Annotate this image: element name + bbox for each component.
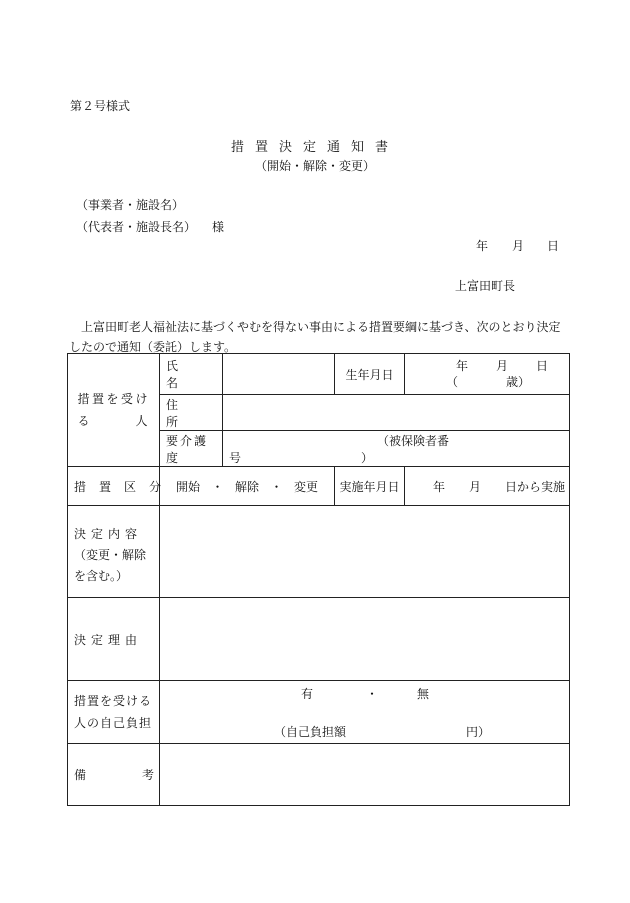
burden-field[interactable] — [160, 681, 570, 744]
burden-label-line2: 人の自己負担 — [74, 716, 153, 730]
burden-label-line1: 措置を受ける — [74, 694, 153, 708]
remarks-label: 備考 — [74, 768, 154, 782]
impl-date-field[interactable]: 年 月 日から実施 — [405, 467, 570, 506]
name-label: 氏名 — [166, 359, 201, 390]
decision-note: （変更・解除を含む。） — [74, 548, 147, 583]
addressee-business: （事業者・施設名） — [76, 198, 185, 212]
dob-age: （ 歳） — [446, 375, 531, 389]
person-label-cell — [68, 354, 160, 467]
care-level-field[interactable] — [223, 431, 570, 467]
addressee-representative: （代表者・施設長名） — [76, 220, 197, 234]
category-start[interactable]: 開始 — [176, 479, 201, 494]
category-cancel[interactable]: 解除 — [234, 479, 259, 494]
category-sep-1: ・ — [211, 479, 224, 494]
person-label: 措置を受ける人 — [77, 392, 150, 428]
category-sep-2: ・ — [270, 479, 283, 494]
document-title: 措置決定通知書 — [230, 140, 399, 155]
category-options[interactable] — [160, 467, 335, 506]
burden-no[interactable]: 無 — [417, 687, 430, 701]
date-year: 年 — [476, 239, 489, 253]
document-subtitle: （開始・解除・変更） — [254, 159, 375, 173]
remarks-label-wrap — [74, 766, 154, 783]
insured-number: （被保険者番号 ） — [229, 433, 450, 465]
address-label: 住所 — [166, 397, 201, 429]
decision-field[interactable] — [160, 506, 570, 598]
dob-day: 日 — [536, 359, 549, 373]
impl-date-label: 実施年月日 — [335, 467, 405, 506]
category-change[interactable]: 変更 — [293, 479, 318, 494]
date-day: 日 — [547, 239, 560, 253]
burden-amount: （自己負担額 円） — [274, 725, 491, 739]
decision-label: 決定内容 — [74, 527, 143, 541]
reason-label: 決定理由 — [74, 632, 143, 647]
date-month: 月 — [512, 239, 525, 253]
category-label: 措置区分 — [74, 479, 175, 494]
burden-yes[interactable]: 有 — [301, 687, 314, 701]
dob-month: 月 — [496, 359, 509, 373]
addressee-honorific: 様 — [212, 220, 225, 234]
notification-table — [67, 353, 570, 806]
remarks-field[interactable] — [160, 744, 570, 806]
issuer: 上富田町長 — [455, 279, 516, 293]
body-text: 上富田町老人福祉法に基づくやむを得ない事由による措置要綱に基づき、次のとおり決定したので通知（委託）します。 — [69, 320, 561, 354]
burden-sep: ・ — [366, 687, 379, 701]
dob-label: 生年月日 — [335, 354, 405, 395]
dob-year: 年 — [456, 359, 469, 373]
name-field[interactable] — [223, 354, 335, 395]
care-level-label: 要介護度 — [166, 433, 209, 465]
address-field[interactable] — [223, 395, 570, 431]
reason-field[interactable] — [160, 598, 570, 681]
form-number: 第２号様式 — [70, 99, 131, 113]
dob-field[interactable] — [405, 354, 570, 395]
